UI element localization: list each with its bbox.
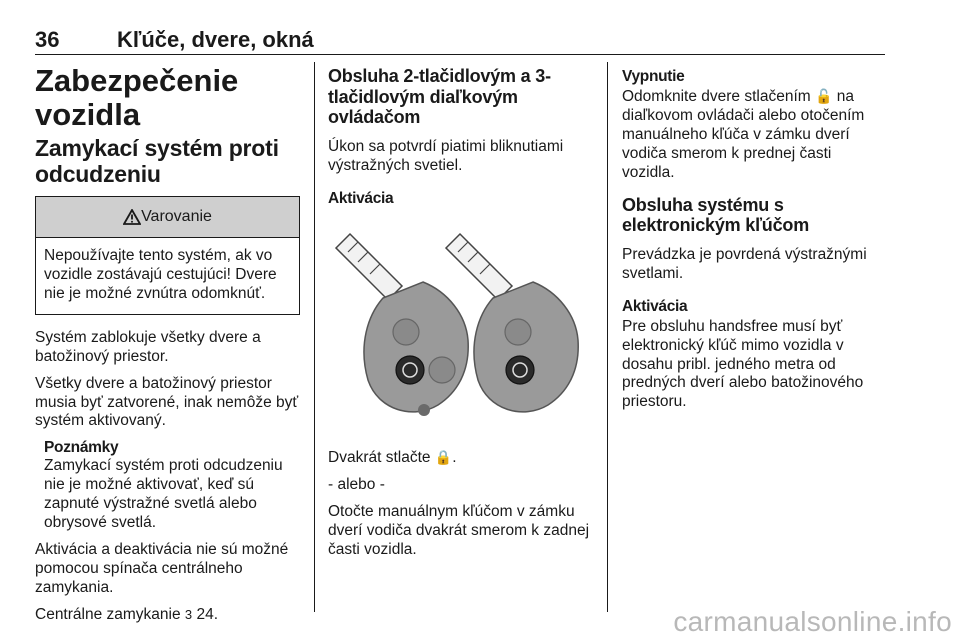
column-divider xyxy=(314,62,315,612)
watermark: carmanualsonline.info xyxy=(673,606,952,637)
paragraph: Aktivácia a deaktivácia nie sú možné pomocou spínača centrálneho zamykania. xyxy=(35,540,289,596)
section-heading: Obsluha 2-tlačidlovým a 3-tlačidlovým diaľkovým ovládačom xyxy=(328,66,551,128)
paragraph: Všetky dvere a batožinový priestor musia byť zatvorené, inak nemôže byť systém aktivovaný. xyxy=(35,374,299,430)
unlock-icon: 🔓 xyxy=(814,88,833,104)
note-title: Poznámky xyxy=(44,439,119,457)
paragraph: Pre obsluhu handsfree musí byť elektronický kľúč mimo vozidla v dosahu pribl. jedného metra od predných dverí alebo batožinového priestoru. xyxy=(622,317,864,411)
lock-icon: 🔒 xyxy=(434,448,453,465)
or-separator: - alebo - xyxy=(328,475,385,493)
crossref-text: Centrálne zamykanie xyxy=(35,605,181,623)
crossref-page-link[interactable]: 24. xyxy=(196,605,219,623)
crossref-arrow-icon: 3 xyxy=(184,606,193,622)
column-3 xyxy=(622,60,887,420)
paragraph: Systém zablokuje všetky dvere a batožinový priestor. xyxy=(35,328,261,365)
crossref-line xyxy=(35,606,300,625)
press-instruction: Dvakrát stlačte 🔒. xyxy=(328,448,457,466)
column-divider xyxy=(607,62,608,612)
remote-keys-illustration xyxy=(328,220,593,430)
activation-heading: Aktivácia xyxy=(328,189,394,207)
page-header xyxy=(35,18,885,55)
warning-triangle-icon xyxy=(123,209,141,225)
note-text: Zamykací systém proti odcudzeniu nie je možné aktivovať, keď sú zapnuté výstražné svetlá alebo obrysové svetlá. xyxy=(44,457,283,532)
deactivation-text: Odomknite dvere stlačením 🔓 na diaľkovom ovládači alebo otočením manuálneho kľúča v zámku dverí vodiča smerom k prednej časti vozidla. xyxy=(622,88,865,181)
warning-text: Nepoužívajte tento systém, ak vo vozidle zostávajú cestujúci! Dvere nie je možné zvnútra odomknúť. xyxy=(44,246,277,303)
chapter-title: Kľúče, dvere, okná xyxy=(117,27,314,52)
note-block xyxy=(44,439,300,533)
activation-heading: Aktivácia xyxy=(622,297,688,315)
deactivation-heading: Vypnutie xyxy=(622,68,685,85)
paragraph: Prevádzka je povrdená výstražnými svetlami. xyxy=(622,245,867,282)
warning-box xyxy=(35,196,300,315)
paragraph: Otočte manuálnym kľúčom v zámku dverí vodiča dvakrát smerom k zadnej časti vozidla. xyxy=(328,502,590,558)
column-2 xyxy=(328,60,593,567)
section-title: Zabezpečenie vozidla xyxy=(35,63,239,133)
warning-header xyxy=(36,197,299,238)
warning-title: Varovanie xyxy=(141,207,212,225)
subsection-title: Zamykací systém proti odcudzeniu xyxy=(35,135,279,187)
paragraph: Úkon sa potvrdí piatimi bliknutiami výstražných svetiel. xyxy=(328,138,564,174)
page-number: 36 xyxy=(35,27,60,52)
column-1 xyxy=(35,60,300,633)
section-heading: Obsluha systému s elektronickým kľúčom xyxy=(622,194,810,236)
